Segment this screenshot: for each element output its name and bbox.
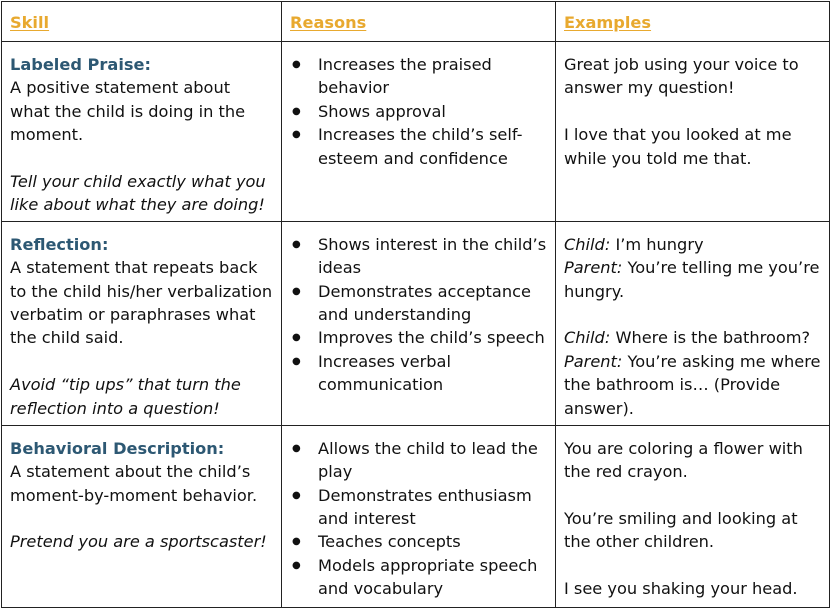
reasons-cell (282, 425, 556, 607)
child-utterance: Where is the bathroom? (610, 328, 811, 348)
example-text: You’re smiling and looking at the other children. (564, 509, 798, 552)
skill-cell (2, 221, 282, 425)
skill-name: Reflection: (10, 234, 109, 254)
reasons-list (290, 233, 547, 397)
skill-cell (2, 42, 282, 222)
list-item: ● Increases the praised behavior (290, 53, 547, 100)
list-item: ● Shows approval (290, 100, 547, 123)
skill-tip: Tell your child exactly what you like about what they are doing! (10, 172, 266, 215)
example-text: You are coloring a flower with the red crayon. (564, 438, 803, 482)
parent-label: Parent: (564, 258, 623, 278)
example-text: I see you shaking your head. (564, 579, 798, 599)
list-item: ● Teaches concepts (290, 530, 547, 553)
example-dialogue (564, 326, 821, 349)
reasons-list (290, 437, 547, 601)
example-text: I love that you looked at me while you told me that. (564, 125, 792, 168)
table-row (2, 425, 830, 607)
list-item: ● Increases the child’s self-esteem and confidence (290, 123, 547, 170)
skill-description: A statement about the child’s moment-by-moment behavior. (10, 462, 258, 505)
header-examples: Examples (556, 2, 830, 42)
skill-description: A positive statement about what the child is doing in the moment. (10, 78, 246, 145)
child-label: Child: (564, 328, 611, 348)
example-dialogue (564, 350, 821, 420)
skill-name: Labeled Praise: (10, 55, 151, 74)
list-item: ● Allows the child to lead the play (290, 437, 547, 484)
child-label: Child: (564, 234, 611, 254)
skill-tip: Avoid “tip ups” that turn the reflection into a question! (10, 375, 241, 418)
table-row (2, 221, 830, 425)
list-item: ● Demonstrates enthusiasm and interest (290, 484, 547, 531)
example-dialogue (564, 233, 821, 256)
header-skill: Skill (2, 2, 282, 42)
parent-label: Parent: (564, 351, 623, 371)
reasons-list (290, 53, 547, 170)
skill-tip: Pretend you are a sportscaster! (10, 532, 267, 552)
parent-utterance: You’re telling me you’re hungry. (564, 258, 820, 301)
list-item: ● Models appropriate speech and vocabulary (290, 554, 547, 601)
list-item: ● Increases verbal communication (290, 350, 547, 397)
child-utterance: I’m hungry (610, 234, 704, 254)
list-item: ● Demonstrates acceptance and understanding (290, 280, 547, 327)
skills-table (1, 1, 830, 608)
parent-utterance: You’re asking me where the bathroom is… (Provide answer). (564, 351, 821, 418)
skill-cell (2, 425, 282, 607)
table-row (2, 42, 830, 222)
examples-cell (556, 42, 830, 222)
reasons-cell (282, 42, 556, 222)
example-text: Great job using your voice to answer my question! (564, 55, 799, 98)
example-dialogue (564, 256, 821, 303)
examples-cell (556, 221, 830, 425)
skill-name: Behavioral Description: (10, 438, 225, 458)
reasons-cell (282, 221, 556, 425)
list-item: ● Shows interest in the child’s ideas (290, 233, 547, 280)
list-item: ● Improves the child’s speech (290, 326, 547, 349)
skill-description: A statement that repeats back to the child his/her verbalization verbatim or paraphrases what the child said. (10, 258, 273, 348)
header-reasons: Reasons (282, 2, 556, 42)
examples-cell (556, 425, 830, 607)
header-row (2, 2, 830, 42)
